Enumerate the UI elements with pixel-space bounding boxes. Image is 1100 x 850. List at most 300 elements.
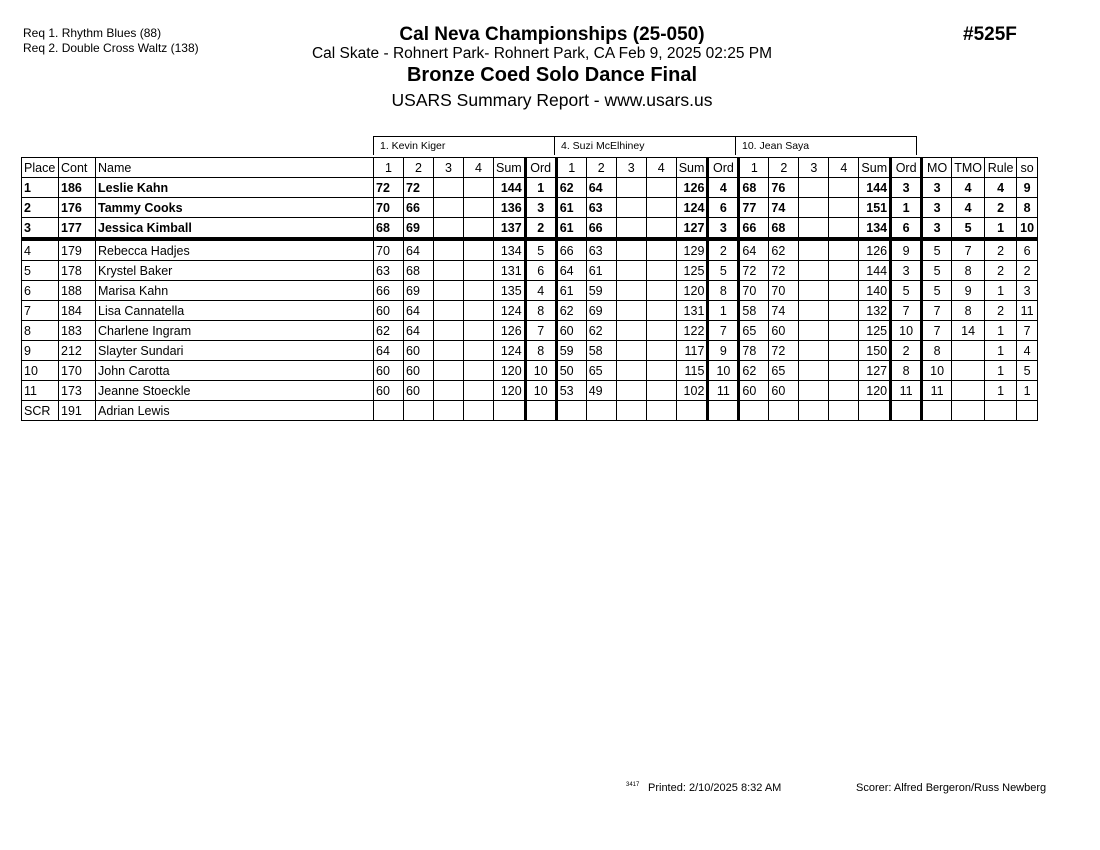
score-2-cell: 61: [586, 261, 616, 281]
score-2-cell: 63: [586, 198, 616, 218]
col-j3-4: 4: [829, 158, 859, 178]
sum-cell: 150: [859, 341, 891, 361]
mo-cell: 11: [922, 381, 952, 401]
ordinal-cell: 11: [891, 381, 922, 401]
ordinal-cell: 9: [891, 239, 922, 261]
mo-cell: 3: [922, 218, 952, 240]
score-4-cell: [829, 198, 859, 218]
mo-cell: 8: [922, 341, 952, 361]
score-2-cell: 66: [586, 218, 616, 240]
skater-name-cell: Slayter Sundari: [96, 341, 374, 361]
score-2-cell: [769, 401, 799, 421]
result-row: [22, 301, 1038, 321]
sum-cell: 127: [859, 361, 891, 381]
score-1-cell: 60: [374, 381, 404, 401]
score-4-cell: [829, 281, 859, 301]
score-2-cell: 66: [404, 198, 434, 218]
ordinal-cell: 10: [525, 381, 556, 401]
ordinal-cell: 3: [708, 218, 739, 240]
tmo-cell: 14: [952, 321, 985, 341]
score-4-cell: [646, 341, 676, 361]
col-mo: MO: [922, 158, 952, 178]
score-2-cell: 60: [769, 381, 799, 401]
score-4-cell: [829, 261, 859, 281]
score-1-cell: 72: [739, 261, 769, 281]
score-4-cell: [464, 198, 494, 218]
score-2-cell: 60: [769, 321, 799, 341]
place-cell: 3: [22, 218, 59, 240]
ordinal-cell: 5: [708, 261, 739, 281]
score-2-cell: 65: [769, 361, 799, 381]
contestant-number-cell: 177: [59, 218, 96, 240]
col-j1-ord: Ord: [525, 158, 556, 178]
score-3-cell: [799, 281, 829, 301]
col-j3-3: 3: [799, 158, 829, 178]
mo-cell: [922, 401, 952, 421]
score-2-cell: 63: [586, 239, 616, 261]
so-cell: 2: [1017, 261, 1038, 281]
score-1-cell: 53: [556, 381, 586, 401]
score-4-cell: [646, 281, 676, 301]
score-4-cell: [646, 361, 676, 381]
score-3-cell: [616, 341, 646, 361]
result-row: [22, 239, 1038, 261]
sum-cell: 134: [494, 239, 526, 261]
rule-cell: 2: [985, 301, 1017, 321]
contestant-number-cell: 186: [59, 178, 96, 198]
result-row: [22, 381, 1038, 401]
score-4-cell: [829, 178, 859, 198]
score-3-cell: [434, 361, 464, 381]
contestant-number-cell: 170: [59, 361, 96, 381]
score-1-cell: 60: [739, 381, 769, 401]
score-3-cell: [434, 261, 464, 281]
score-3-cell: [616, 301, 646, 321]
ordinal-cell: 2: [891, 341, 922, 361]
so-cell: 1: [1017, 381, 1038, 401]
score-1-cell: 59: [556, 341, 586, 361]
score-2-cell: 60: [404, 361, 434, 381]
score-3-cell: [616, 401, 646, 421]
col-j2-1: 1: [556, 158, 586, 178]
score-4-cell: [464, 239, 494, 261]
sum-cell: 144: [859, 261, 891, 281]
mo-cell: 5: [922, 239, 952, 261]
scorer-names: Scorer: Alfred Bergeron/Russ Newberg: [856, 782, 1047, 794]
score-2-cell: 64: [404, 239, 434, 261]
score-1-cell: 64: [374, 341, 404, 361]
score-3-cell: [616, 321, 646, 341]
score-4-cell: [464, 381, 494, 401]
score-3-cell: [616, 178, 646, 198]
score-4-cell: [646, 301, 676, 321]
score-4-cell: [829, 239, 859, 261]
ordinal-cell: 3: [525, 198, 556, 218]
sum-cell: [859, 401, 891, 421]
score-3-cell: [434, 198, 464, 218]
sum-cell: 132: [859, 301, 891, 321]
ordinal-cell: 2: [708, 239, 739, 261]
score-1-cell: 65: [739, 321, 769, 341]
score-3-cell: [434, 218, 464, 240]
score-1-cell: [374, 401, 404, 421]
sum-cell: 117: [676, 341, 708, 361]
ordinal-cell: [891, 401, 922, 421]
score-4-cell: [646, 381, 676, 401]
score-1-cell: 50: [556, 361, 586, 381]
sum-cell: 127: [676, 218, 708, 240]
contestant-number-cell: 178: [59, 261, 96, 281]
rule-cell: 1: [985, 218, 1017, 240]
mo-cell: 5: [922, 281, 952, 301]
judge-1-name: 1. Kevin Kiger: [374, 137, 555, 156]
score-3-cell: [434, 401, 464, 421]
tmo-cell: 5: [952, 218, 985, 240]
score-1-cell: 77: [739, 198, 769, 218]
score-3-cell: [616, 281, 646, 301]
place-cell: 9: [22, 341, 59, 361]
ordinal-cell: 7: [708, 321, 739, 341]
mo-cell: 3: [922, 178, 952, 198]
col-j3-ord: Ord: [891, 158, 922, 178]
col-j2-sum: Sum: [676, 158, 708, 178]
so-cell: 6: [1017, 239, 1038, 261]
score-3-cell: [434, 321, 464, 341]
so-cell: [1017, 401, 1038, 421]
judge-2-name: 4. Suzi McElhiney: [555, 137, 736, 156]
score-4-cell: [464, 218, 494, 240]
score-1-cell: 70: [374, 239, 404, 261]
ordinal-cell: 5: [525, 239, 556, 261]
score-1-cell: 66: [374, 281, 404, 301]
contestant-number-cell: 184: [59, 301, 96, 321]
rule-cell: 2: [985, 198, 1017, 218]
sum-cell: 144: [494, 178, 526, 198]
sum-cell: 120: [494, 361, 526, 381]
sum-cell: 134: [859, 218, 891, 240]
score-3-cell: [799, 218, 829, 240]
place-cell: SCR: [22, 401, 59, 421]
score-3-cell: [799, 381, 829, 401]
ordinal-cell: 10: [525, 361, 556, 381]
score-4-cell: [464, 178, 494, 198]
score-3-cell: [616, 361, 646, 381]
score-4-cell: [829, 321, 859, 341]
place-cell: 10: [22, 361, 59, 381]
skater-name-cell: Adrian Lewis: [96, 401, 374, 421]
ordinal-cell: 10: [891, 321, 922, 341]
score-4-cell: [646, 178, 676, 198]
contestant-number-cell: 191: [59, 401, 96, 421]
score-2-cell: 72: [769, 261, 799, 281]
score-1-cell: 60: [374, 361, 404, 381]
ordinal-cell: 8: [708, 281, 739, 301]
place-cell: 6: [22, 281, 59, 301]
score-4-cell: [464, 321, 494, 341]
rule-cell: 2: [985, 261, 1017, 281]
results-table: [21, 157, 1038, 421]
sum-cell: 126: [859, 239, 891, 261]
score-2-cell: 58: [586, 341, 616, 361]
ordinal-cell: 8: [525, 301, 556, 321]
so-cell: 11: [1017, 301, 1038, 321]
tmo-cell: [952, 381, 985, 401]
place-cell: 7: [22, 301, 59, 321]
competition-title: Cal Neva Championships (25-050): [399, 24, 705, 45]
so-cell: 9: [1017, 178, 1038, 198]
score-3-cell: [434, 301, 464, 321]
score-2-cell: [404, 401, 434, 421]
score-4-cell: [464, 301, 494, 321]
score-2-cell: 68: [769, 218, 799, 240]
sum-cell: 131: [676, 301, 708, 321]
mo-cell: 7: [922, 301, 952, 321]
score-3-cell: [799, 301, 829, 321]
rule-cell: 4: [985, 178, 1017, 198]
sum-cell: 125: [676, 261, 708, 281]
rule-cell: [985, 401, 1017, 421]
result-row: [22, 178, 1038, 198]
rule-cell: 2: [985, 239, 1017, 261]
result-row: [22, 361, 1038, 381]
score-2-cell: 69: [586, 301, 616, 321]
score-2-cell: 70: [769, 281, 799, 301]
skater-name-cell: Leslie Kahn: [96, 178, 374, 198]
score-3-cell: [616, 198, 646, 218]
printed-timestamp: Printed: 2/10/2025 8:32 AM: [648, 782, 782, 794]
col-j1-2: 2: [404, 158, 434, 178]
mo-cell: 7: [922, 321, 952, 341]
contestant-number-cell: 176: [59, 198, 96, 218]
col-j1-4: 4: [464, 158, 494, 178]
col-name: Name: [96, 158, 374, 178]
tmo-cell: 8: [952, 301, 985, 321]
print-code: 3417: [626, 782, 640, 788]
sum-cell: 125: [859, 321, 891, 341]
ordinal-cell: 2: [525, 218, 556, 240]
event-number: #525F: [963, 24, 1017, 45]
ordinal-cell: 3: [891, 178, 922, 198]
sum-cell: 102: [676, 381, 708, 401]
score-2-cell: 65: [586, 361, 616, 381]
score-2-cell: 69: [404, 218, 434, 240]
sum-cell: 124: [676, 198, 708, 218]
col-j2-4: 4: [646, 158, 676, 178]
col-j1-1: 1: [374, 158, 404, 178]
score-1-cell: 63: [374, 261, 404, 281]
tmo-cell: [952, 401, 985, 421]
venue-date: Cal Skate - Rohnert Park- Rohnert Park, CA Feb 9, 2025 02:25 PM: [311, 45, 773, 62]
so-cell: 5: [1017, 361, 1038, 381]
score-4-cell: [464, 361, 494, 381]
score-2-cell: 74: [769, 301, 799, 321]
rule-cell: 1: [985, 281, 1017, 301]
sum-cell: 131: [494, 261, 526, 281]
score-1-cell: 60: [556, 321, 586, 341]
score-2-cell: 62: [586, 321, 616, 341]
score-3-cell: [434, 381, 464, 401]
score-3-cell: [799, 341, 829, 361]
tmo-cell: 8: [952, 261, 985, 281]
col-j2-ord: Ord: [708, 158, 739, 178]
score-1-cell: 60: [374, 301, 404, 321]
score-4-cell: [829, 341, 859, 361]
score-2-cell: [586, 401, 616, 421]
col-cont: Cont: [59, 158, 96, 178]
col-j1-sum: Sum: [494, 158, 526, 178]
place-cell: 4: [22, 239, 59, 261]
col-j3-2: 2: [769, 158, 799, 178]
score-3-cell: [434, 178, 464, 198]
skater-name-cell: Jeanne Stoeckle: [96, 381, 374, 401]
score-4-cell: [829, 381, 859, 401]
score-3-cell: [616, 261, 646, 281]
contestant-number-cell: 179: [59, 239, 96, 261]
sum-cell: 120: [494, 381, 526, 401]
rule-cell: 1: [985, 321, 1017, 341]
ordinal-cell: 8: [525, 341, 556, 361]
score-1-cell: 62: [556, 178, 586, 198]
score-2-cell: 72: [769, 341, 799, 361]
contestant-number-cell: 173: [59, 381, 96, 401]
col-j3-sum: Sum: [859, 158, 891, 178]
ordinal-cell: 7: [891, 301, 922, 321]
score-2-cell: 64: [404, 321, 434, 341]
ordinal-cell: 6: [525, 261, 556, 281]
rule-cell: 1: [985, 381, 1017, 401]
tmo-cell: 9: [952, 281, 985, 301]
sum-cell: 124: [494, 301, 526, 321]
score-1-cell: 61: [556, 281, 586, 301]
skater-name-cell: Marisa Kahn: [96, 281, 374, 301]
tmo-cell: 4: [952, 198, 985, 218]
sum-cell: 129: [676, 239, 708, 261]
place-cell: 1: [22, 178, 59, 198]
score-2-cell: 72: [404, 178, 434, 198]
skater-name-cell: Charlene Ingram: [96, 321, 374, 341]
ordinal-cell: 11: [708, 381, 739, 401]
ordinal-cell: [525, 401, 556, 421]
ordinal-cell: 9: [708, 341, 739, 361]
header-row: [22, 158, 1038, 178]
score-4-cell: [646, 198, 676, 218]
score-4-cell: [464, 401, 494, 421]
skater-name-cell: Rebecca Hadjes: [96, 239, 374, 261]
ordinal-cell: [708, 401, 739, 421]
ordinal-cell: 5: [891, 281, 922, 301]
col-j2-3: 3: [616, 158, 646, 178]
so-cell: 3: [1017, 281, 1038, 301]
score-1-cell: 66: [556, 239, 586, 261]
place-cell: 11: [22, 381, 59, 401]
score-3-cell: [799, 321, 829, 341]
so-cell: 8: [1017, 198, 1038, 218]
score-1-cell: 70: [374, 198, 404, 218]
col-so: so: [1017, 158, 1038, 178]
score-2-cell: 74: [769, 198, 799, 218]
score-2-cell: 68: [404, 261, 434, 281]
score-2-cell: 69: [404, 281, 434, 301]
ordinal-cell: 1: [891, 198, 922, 218]
sum-cell: [494, 401, 526, 421]
score-3-cell: [799, 361, 829, 381]
score-4-cell: [829, 218, 859, 240]
skater-name-cell: Krystel Baker: [96, 261, 374, 281]
score-3-cell: [799, 261, 829, 281]
contestant-number-cell: 183: [59, 321, 96, 341]
rule-cell: 1: [985, 341, 1017, 361]
result-row: [22, 281, 1038, 301]
so-cell: 7: [1017, 321, 1038, 341]
ordinal-cell: 6: [708, 198, 739, 218]
col-place: Place: [22, 158, 59, 178]
score-4-cell: [646, 261, 676, 281]
mo-cell: 10: [922, 361, 952, 381]
score-2-cell: 76: [769, 178, 799, 198]
score-4-cell: [646, 321, 676, 341]
score-1-cell: 62: [374, 321, 404, 341]
score-1-cell: 72: [374, 178, 404, 198]
rule-cell: 1: [985, 361, 1017, 381]
so-cell: 10: [1017, 218, 1038, 240]
sum-cell: 120: [676, 281, 708, 301]
skater-name-cell: John Carotta: [96, 361, 374, 381]
ordinal-cell: 6: [891, 218, 922, 240]
ordinal-cell: 4: [525, 281, 556, 301]
score-1-cell: 70: [739, 281, 769, 301]
score-3-cell: [434, 341, 464, 361]
place-cell: 5: [22, 261, 59, 281]
score-3-cell: [434, 281, 464, 301]
tmo-cell: [952, 341, 985, 361]
score-2-cell: 64: [404, 301, 434, 321]
score-3-cell: [434, 239, 464, 261]
sum-cell: 126: [676, 178, 708, 198]
judges-header: [373, 136, 917, 155]
skater-name-cell: Tammy Cooks: [96, 198, 374, 218]
score-4-cell: [646, 239, 676, 261]
score-2-cell: 64: [586, 178, 616, 198]
tmo-cell: [952, 361, 985, 381]
score-2-cell: 49: [586, 381, 616, 401]
event-title: Bronze Coed Solo Dance Final: [406, 64, 698, 86]
score-4-cell: [829, 361, 859, 381]
sum-cell: 120: [859, 381, 891, 401]
sum-cell: 122: [676, 321, 708, 341]
col-j2-2: 2: [586, 158, 616, 178]
result-row: [22, 261, 1038, 281]
ordinal-cell: 4: [708, 178, 739, 198]
mo-cell: 5: [922, 261, 952, 281]
score-1-cell: 68: [374, 218, 404, 240]
result-row: [22, 401, 1038, 421]
score-2-cell: 59: [586, 281, 616, 301]
ordinal-cell: 1: [525, 178, 556, 198]
tmo-cell: 4: [952, 178, 985, 198]
requirement-2: Req 2. Double Cross Waltz (138): [23, 41, 199, 55]
skater-name-cell: Jessica Kimball: [96, 218, 374, 240]
report-title: USARS Summary Report - www.usars.us: [391, 90, 713, 110]
sum-cell: 124: [494, 341, 526, 361]
so-cell: 4: [1017, 341, 1038, 361]
place-cell: 8: [22, 321, 59, 341]
skater-name-cell: Lisa Cannatella: [96, 301, 374, 321]
score-3-cell: [616, 218, 646, 240]
sum-cell: 137: [494, 218, 526, 240]
result-row: [22, 321, 1038, 341]
result-row: [22, 218, 1038, 240]
score-1-cell: [556, 401, 586, 421]
